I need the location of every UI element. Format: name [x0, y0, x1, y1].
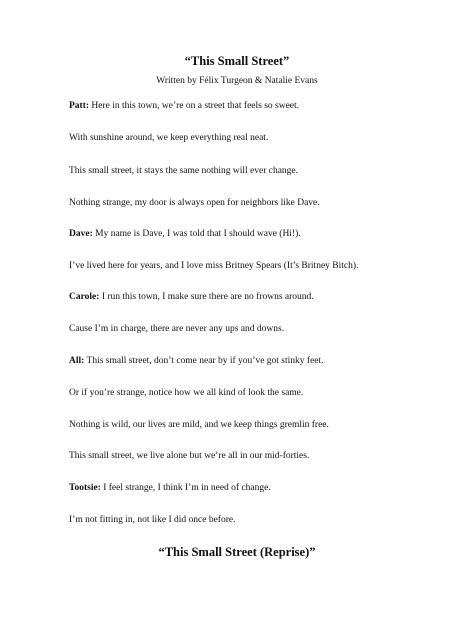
lyric-line	[69, 420, 329, 430]
lyric-text: Here in this town, we’re on a street that feels so sweet.	[89, 101, 300, 111]
lyric-text: I’m not fitting in, not like I did once before.	[69, 515, 236, 525]
lyric-text: Nothing strange, my door is always open for neighbors like Dave.	[69, 198, 320, 208]
speaker-name: Carole:	[69, 292, 100, 302]
lyric-text: I’ve lived here for years, and I love miss Britney Spears (It’s Britney Bitch).	[69, 261, 359, 271]
lyric-line	[69, 261, 358, 271]
lyric-line	[69, 101, 299, 111]
lyric-text: With sunshine around, we keep everything real neat.	[69, 133, 269, 143]
lyric-text: This small street, don’t come near by if you’ve got stinky feet.	[84, 356, 324, 366]
song-title: “This Small Street”	[184, 54, 290, 68]
lyric-text: This small street, it stays the same nothing will ever change.	[69, 166, 299, 176]
speaker-name: Dave:	[69, 229, 93, 239]
lyric-line	[69, 324, 284, 334]
lyric-line	[69, 229, 301, 239]
lyric-text: Cause I’m in charge, there are never any ups and downs.	[69, 324, 285, 334]
lyric-line	[69, 388, 303, 398]
speaker-name: All:	[69, 356, 85, 366]
lyric-text: I feel strange, I think I’m in need of change.	[100, 483, 271, 493]
speaker-name: Tootsie:	[69, 483, 101, 493]
lyric-line	[69, 133, 268, 143]
reprise-title: “This Small Street (Reprise)”	[158, 545, 316, 559]
lyric-line	[69, 166, 298, 176]
lyric-line	[69, 515, 235, 525]
lyric-line	[69, 451, 309, 461]
lyric-text: Or if you’re strange, notice how we all kind of look the same.	[69, 388, 304, 398]
lyric-line	[69, 198, 320, 208]
speaker-name: Patt:	[69, 101, 90, 111]
lyric-line	[69, 356, 324, 366]
lyric-text: Nothing is wild, our lives are mild, and we keep things gremlin free.	[69, 420, 329, 430]
lyric-line	[69, 292, 314, 302]
lyric-line	[69, 483, 271, 493]
lyric-text: My name is Dave, I was told that I should wave (Hi!).	[92, 229, 301, 239]
byline: Written by Félix Turgeon & Natalie Evans	[156, 76, 318, 86]
lyric-text: This small street, we live alone but we’re all in our mid-forties.	[69, 451, 310, 461]
lyric-text: I run this town, I make sure there are no frowns around.	[99, 292, 314, 302]
